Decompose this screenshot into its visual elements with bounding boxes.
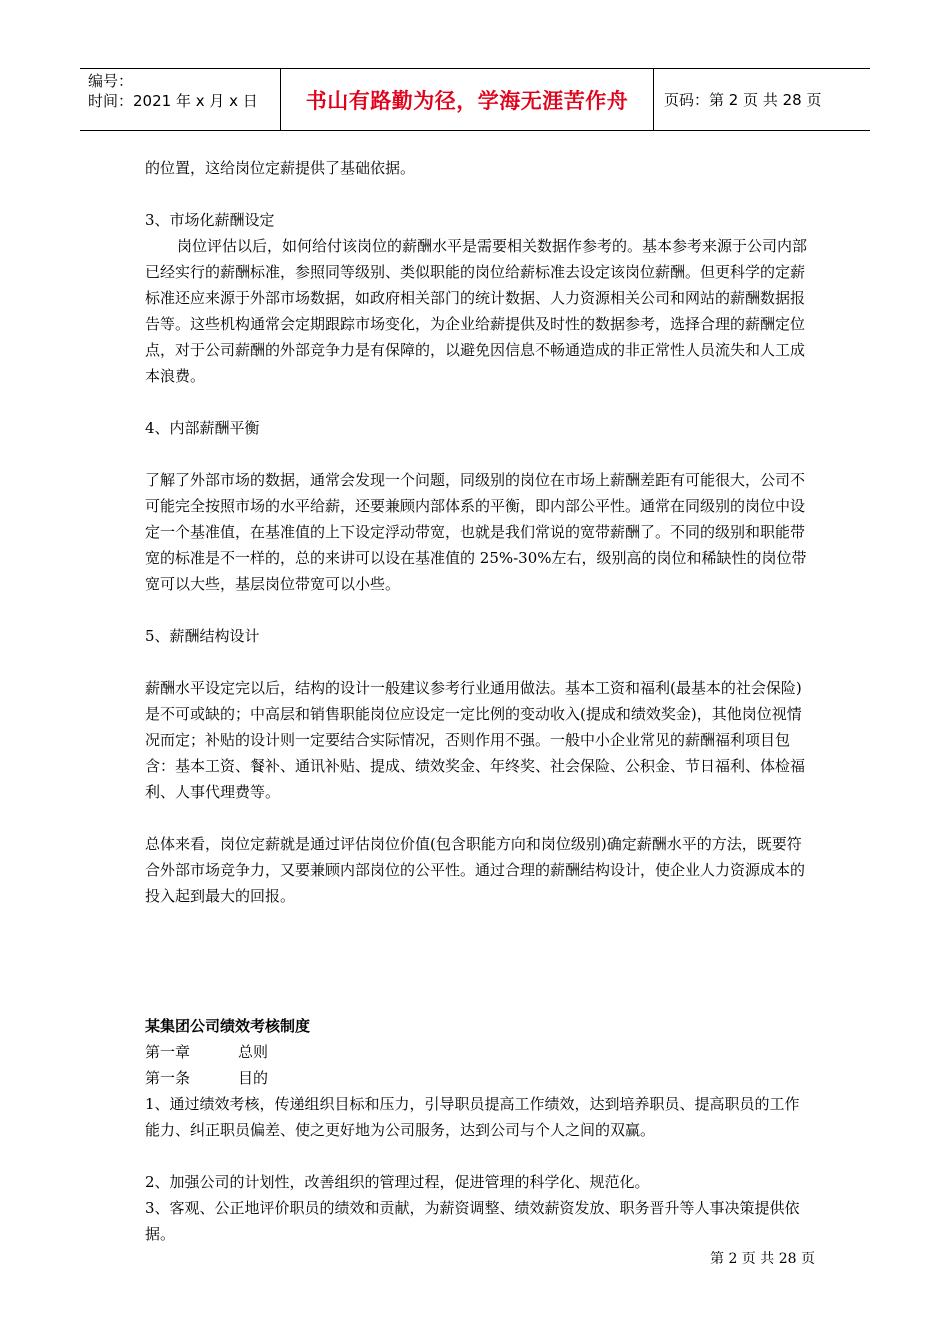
document-title: 某集团公司绩效考核制度	[145, 1017, 311, 1035]
paragraph: 总体来看，岗位定薪就是通过评估岗位价值(包含职能方向和岗位级别)确定薪酬水平的方法，既要符合外部市场竞争力，又要兼顾内部岗位的公平性。通过合理的薪酬结构设计，使企业人力资源成本的投入起到最大的回报。	[145, 835, 806, 905]
paragraph: 了解了外部市场的数据，通常会发现一个问题，同级别的岗位在市场上薪酬差距有可能很大，公司不可能完全按照市场的水平给薪，还要兼顾内部体系的平衡，即内部公平性。通常在同级别的岗位中设定一个基准值，在基准值的上下设定浮动带宽，也就是我们常说的宽带薪酬了。不同的级别和职能带宽的标准是不一样的，总的来讲可以设在基准值的 25%-30%左右，级别高的岗位和稀缺性的岗位带宽可以大些，基层岗位带宽可以小些。	[145, 471, 807, 593]
paragraph: 岗位评估以后，如何给付该岗位的薪酬水平是需要相关数据作参考的。基本参考来源于公司内部已经实行的薪酬标准，参照同等级别、类似职能的岗位给薪标准去设定该岗位薪酬。但更科学的定薪标准还应来源于外部市场数据，如政府相关部门的统计数据、人力资源相关公司和网站的薪酬数据报告等。这些机构通常会定期跟踪市场变化，为企业给薪提供及时性的数据参考，选择合理的薪酬定位点，对于公司薪酬的外部竞争力是有保障的，以避免因信息不畅通造成的非正常性人员流失和人工成本浪费。	[145, 237, 808, 385]
section-heading: 4、内部薪酬平衡	[145, 419, 260, 437]
section-heading: 5、薪酬结构设计	[145, 627, 260, 645]
section-heading: 3、市场化薪酬设定	[145, 211, 275, 229]
article-name: 目的	[238, 1069, 269, 1087]
list-item: 2、加强公司的计划性，改善组织的管理过程，促进管理的科学化、规范化。	[145, 1173, 650, 1191]
paragraph: 薪酬水平设定完以后，结构的设计一般建议参考行业通用做法。基本工资和福利(最基本的社会保险)是不可或缺的；中高层和销售职能岗位应设定一定比例的变动收入(提成和绩效奖金)，其他岗位视情况而定；补贴的设计则一定要结合实际情况，否则作用不强。一般中小企业常见的薪酬福利项目包含：基本工资、餐补、通讯补贴、提成、绩效奖金、年终奖、社会保险、公积金、节日福利、体检福利、人事代理费等。	[145, 679, 806, 801]
article-number: 第一条	[145, 1069, 191, 1087]
header-page-number: 页码：第 2 页 共 28 页	[664, 91, 822, 109]
document-body	[145, 155, 810, 1247]
paragraph: 的位置，这给岗位定薪提供了基础依据。	[145, 159, 416, 177]
header-motto: 书山有路勤为径，学海无涯苦作舟	[281, 69, 654, 130]
chapter-name: 总则	[238, 1043, 269, 1061]
document-date: 时间：2021 年 x 月 x 日	[88, 92, 258, 110]
chapter-number: 第一章	[145, 1043, 191, 1061]
header-meta	[80, 69, 281, 130]
page-header	[80, 68, 870, 131]
document-number-label: 编号：	[88, 72, 134, 90]
article-heading	[145, 1065, 810, 1091]
chapter-heading	[145, 1039, 810, 1065]
page-footer: 第 2 页 共 28 页	[710, 1251, 815, 1267]
list-item: 3、客观、公正地评价职员的绩效和贡献，为薪资调整、绩效薪资发放、职务晋升等人事决策提供依据。	[145, 1199, 800, 1243]
list-item: 1、通过绩效考核，传递组织目标和压力，引导职员提高工作绩效，达到培养职员、提高职员的工作能力、纠正职员偏差、使之更好地为公司服务，达到公司与个人之间的双赢。	[145, 1095, 800, 1139]
